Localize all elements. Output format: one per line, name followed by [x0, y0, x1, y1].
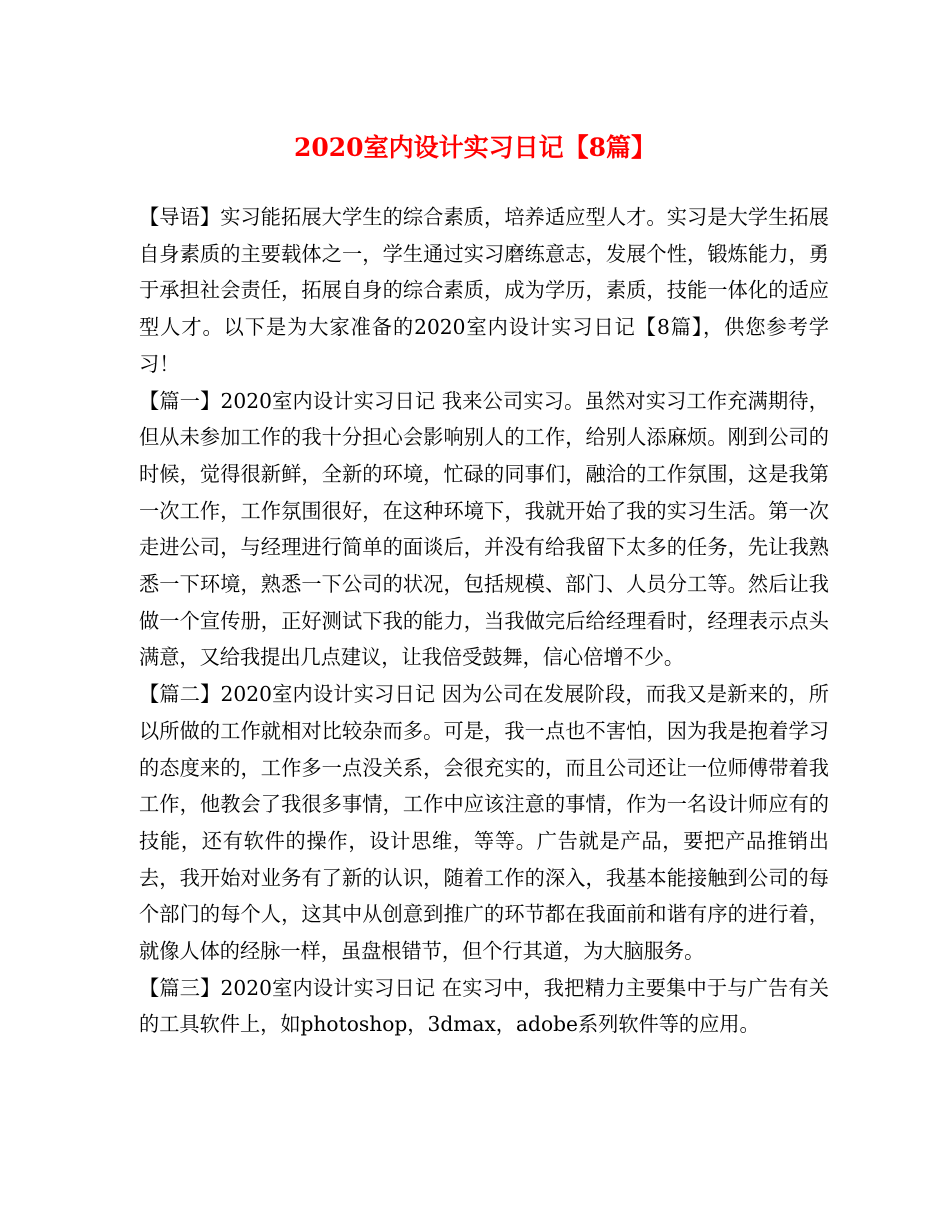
paragraph-intro: 【导语】实习能拓展大学生的综合素质，培养适应型人才。实习是大学生拓展自身素质的主要载体之一，学生通过实习磨练意志，发展个性，锻炼能力，勇于承担社会责任，拓展自身的综合素质，成为学历，素质，技能一体化的适应型人才。以下是为大家准备的2020室内设计实习日记【8篇】，供您参考学习！	[139, 205, 829, 376]
paragraph-part-2: 【篇二】2020室内设计实习日记 因为公司在发展阶段，而我又是新来的，所以所做的工作就相对比较杂而多。可是，我一点也不害怕，因为我是抱着学习的态度来的，工作多一点没关系，会很充实的，而且公司还让一位师傅带着我工作，他教会了我很多事情，工作中应该注意的事情，作为一名设计师应有的技能，还有软件的操作，设计思维，等等。广告就是产品，要把产品推销出去，我开始对业务有了新的认识，随着工作的深入，我基本能接触到公司的每个部门的每个人，这其中从创意到推广的环节都在我面前和谐有序的进行着，就像人体的经脉一样，虽盘根错节，但个行其道，为大脑服务。	[139, 682, 829, 964]
document-title: 2020室内设计实习日记【8篇】	[294, 133, 656, 162]
paragraph-part-3: 【篇三】2020室内设计实习日记 在实习中，我把精力主要集中于与广告有关的工具软件上，如photoshop，3dmax，adobe系列软件等的应用。	[139, 975, 829, 1037]
document-body	[139, 199, 829, 1043]
paragraph-part-1: 【篇一】2020室内设计实习日记 我来公司实习。虽然对实习工作充满期待，但从未参加工作的我十分担心会影响别人的工作，给别人添麻烦。刚到公司的时候，觉得很新鲜，全新的环境，忙碌的同事们，融洽的工作氛围，这是我第一次工作，工作氛围很好，在这种环境下，我就开始了我的实习生活。第一次走进公司，与经理进行简单的面谈后，并没有给我留下太多的任务，先让我熟悉一下环境，熟悉一下公司的状况，包括规模、部门、人员分工等。然后让我做一个宣传册，正好测试下我的能力，当我做完后给经理看时，经理表示点头满意，又给我提出几点建议，让我倍受鼓舞，信心倍增不少。	[139, 388, 829, 670]
